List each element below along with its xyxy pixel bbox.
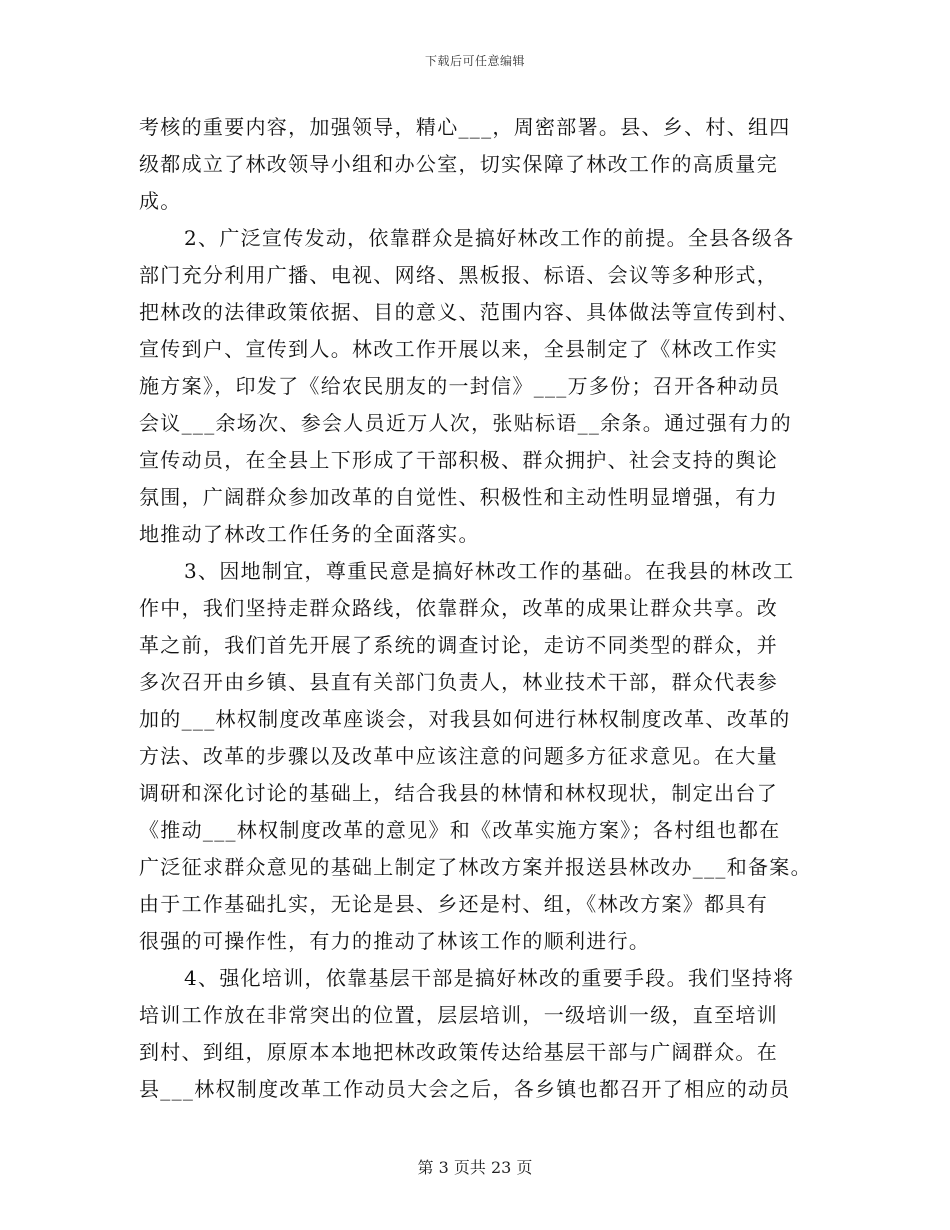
text-line: 广泛征求群众意见的基础上制定了林改方案并报送县林改办___和备案。 (139, 855, 812, 879)
text-line: 革之前，我们首先开展了系统的调查讨论，走访不同类型的群众，并 (139, 633, 778, 657)
text-line: 到村、到组，原原本本地把林改政策传达给基层干部与广阔群众。在 (139, 1040, 778, 1064)
text-line: 《推动___林权制度改革的意见》和《改革实施方案》；各村组也都在 (139, 818, 781, 842)
page-footer: 第 3 页共 23 页 (417, 1158, 533, 1177)
text-line: 作中，我们坚持走群众路线，依靠群众，改革的成果让群众共享。改 (139, 596, 778, 620)
text-line: 施方案》，印发了《给农民朋友的一封信》___万多份；召开各种动员 (139, 374, 781, 398)
text-line: 把林改的法律政策依据、目的意义、范围内容、具体做法等宣传到村、 (139, 300, 800, 324)
text-line: 部门充分利用广播、电视、网络、黑板报、标语、会议等多种形式， (139, 263, 778, 287)
text-line: 2、广泛宣传发动，依靠群众是搞好林改工作的前提。全县各级各 (184, 226, 795, 250)
text-line: 地推动了林改工作任务的全面落实。 (139, 522, 480, 546)
paragraph (139, 109, 817, 220)
paragraph (139, 220, 817, 553)
text-line: 3、因地制宜，尊重民意是搞好林改工作的基础。在我县的林改工 (184, 559, 795, 583)
text-line: 级都成立了林改领导小组和办公室，切实保障了林改工作的高质量完 (139, 152, 778, 176)
text-line: 调研和深化讨论的基础上，结合我县的林情和林权现状，制定出台了 (139, 781, 778, 805)
text-line: 加的___林权制度改革座谈会，对我县如何进行林权制度改革、改革的 (139, 707, 791, 731)
text-line: 宣传到户、宣传到人。林改工作开展以来，全县制定了《林改工作实 (139, 337, 778, 361)
text-line: 县___林权制度改革工作动员大会之后，各乡镇也都召开了相应的动员 (139, 1077, 791, 1101)
text-line: 成。 (139, 189, 182, 213)
text-line: 由于工作基础扎实，无论是县、乡还是村、组，《林改方案》都具有 (139, 892, 768, 916)
text-line: 宣传动员，在全县上下形成了干部积极、群众拥护、社会支持的舆论 (139, 448, 778, 472)
text-line: 培训工作放在非常突出的位置，层层培训，一级培训一级，直至培训 (139, 1003, 778, 1027)
document-body (139, 109, 817, 1108)
text-line: 很强的可操作性，有力的推动了林该工作的顺利进行。 (139, 929, 651, 953)
paragraph (139, 960, 817, 1108)
text-line: 方法、改革的步骤以及改革中应该注意的问题多方征求意见。在大量 (139, 744, 778, 768)
page-header: 下载后可任意编辑 (424, 54, 525, 68)
text-line: 多次召开由乡镇、县直有关部门负责人，林业技术干部，群众代表参 (139, 670, 778, 694)
paragraph (139, 553, 817, 960)
text-line: 会议___余场次、参会人员近万人次，张贴标语__余条。通过强有力的 (139, 411, 792, 435)
text-line: 氛围，广阔群众参加改革的自觉性、积极性和主动性明显增强，有力 (139, 485, 778, 509)
text-line: 4、强化培训，依靠基层干部是搞好林改的重要手段。我们坚持将 (184, 966, 795, 990)
text-line: 考核的重要内容，加强领导，精心___，周密部署。县、乡、村、组四 (139, 115, 791, 139)
